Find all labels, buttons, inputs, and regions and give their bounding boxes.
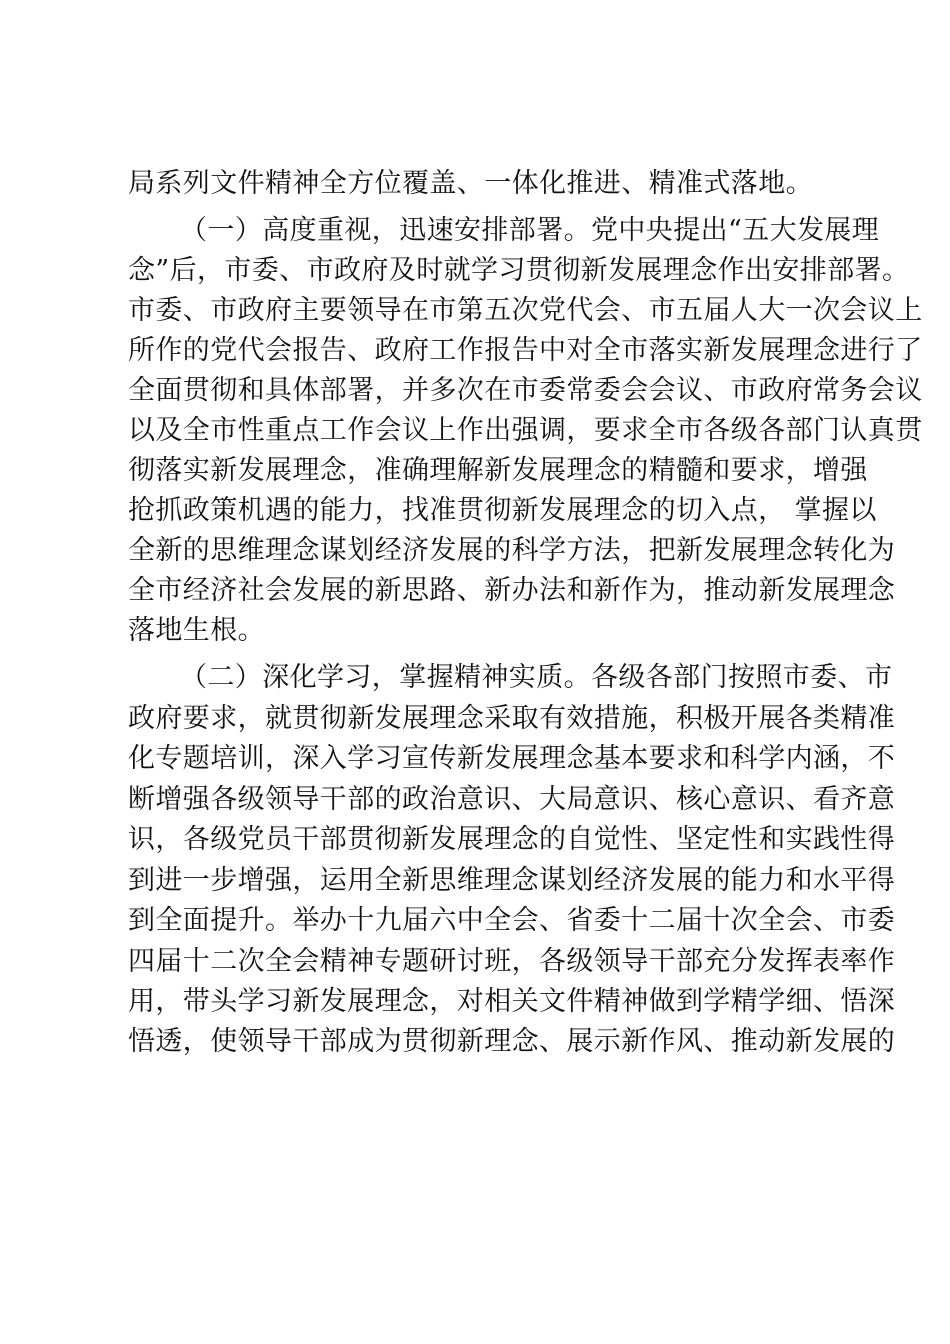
section-heading-line: （一）高度重视，迅速安排部署。党中央提出“五大发展理 xyxy=(180,215,880,246)
text-line: 悟透，使领导干部成为贯彻新理念、展示新作风、推动新发展的 xyxy=(128,1026,896,1057)
text-line: 落地生根。 xyxy=(128,615,265,646)
text-line: 全市经济社会发展的新思路、新办法和新作为，推动新发展理念 xyxy=(128,575,896,606)
text-line: 以及全市性重点工作会议上作出强调，要求全市各级各部门认真贯 xyxy=(128,415,923,446)
text-line: 彻落实新发展理念，准确理解新发展理念的精髓和要求，增强 xyxy=(128,455,868,486)
text-line: 断增强各级领导干部的政治意识、大局意识、核心意识、看齐意 xyxy=(128,784,896,815)
text-line: 抢抓政策机遇的能力，找准贯彻新发展理念的切入点， 掌握以 xyxy=(128,495,877,526)
text-line: 全面贯彻和具体部署，并多次在市委常委会会议、市政府常务会议 xyxy=(128,375,923,406)
text-line: 识，各级党员干部贯彻新发展理念的自觉性、坚定性和实践性得 xyxy=(128,824,896,855)
text-line: 四届十二次全会精神专题研讨班，各级领导干部充分发挥表率作 xyxy=(128,946,896,977)
section-heading-line: （二）深化学习，掌握精神实质。各级各部门按照市委、市 xyxy=(180,662,893,693)
text-line: 全新的思维理念谋划经济发展的科学方法，把新发展理念转化为 xyxy=(128,535,896,566)
text-line: 局系列文件精神全方位覆盖、一体化推进、精准式落地。 xyxy=(128,168,813,199)
text-line: 所作的党代会报告、政府工作报告中对全市落实新发展理念进行了 xyxy=(128,335,923,366)
text-line: 市委、市政府主要领导在市第五次党代会、市五届人大一次会议上 xyxy=(128,295,923,326)
text-line: 用，带头学习新发展理念，对相关文件精神做到学精学细、悟深 xyxy=(128,986,896,1017)
text-line: 到全面提升。举办十九届六中全会、省委十二届十次全会、市委 xyxy=(128,905,896,936)
text-line: 念”后，市委、市政府及时就学习贯彻新发展理念作出安排部署。 xyxy=(128,255,910,286)
text-line: 到进一步增强，运用全新思维理念谋划经济发展的能力和水平得 xyxy=(128,865,896,896)
text-line: 政府要求，就贯彻新发展理念采取有效措施，积极开展各类精准 xyxy=(128,703,896,734)
text-line: 化专题培训，深入学习宣传新发展理念基本要求和科学内涵，不 xyxy=(128,743,896,774)
